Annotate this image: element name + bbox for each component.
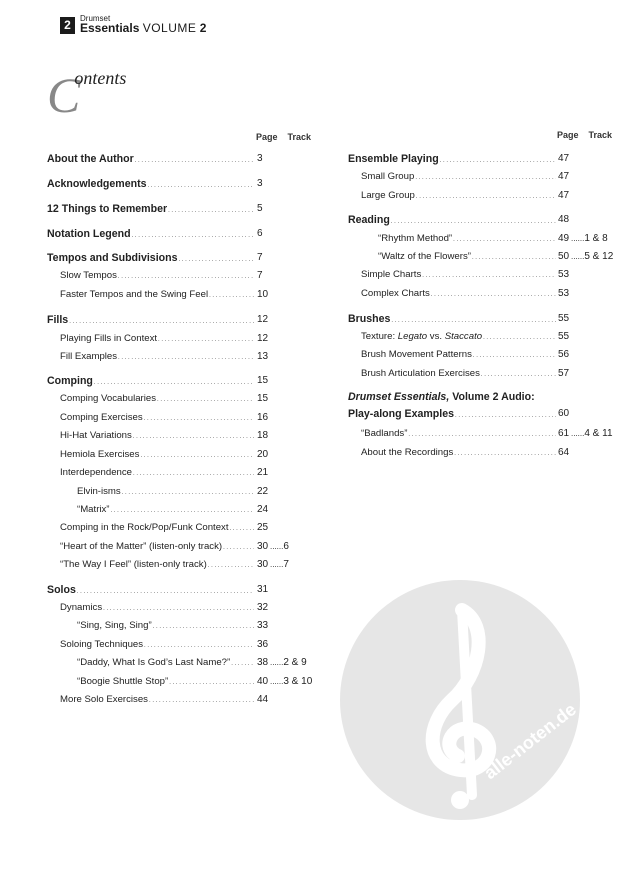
toc-entry-page: 49 (558, 233, 570, 244)
toc-entry-track: ...... 5 & 12 (571, 251, 613, 262)
toc-entry[interactable] (60, 289, 269, 300)
dot-leader (231, 657, 254, 668)
dot-leader (118, 351, 254, 362)
dot-leader (408, 428, 556, 439)
toc-entry-page: 47 (558, 190, 570, 201)
dot-leader (135, 153, 254, 165)
dot-leader (454, 447, 556, 458)
toc-entry[interactable] (60, 522, 269, 533)
watermark-text: alle-noten.de (480, 699, 580, 784)
toc-entry[interactable] (361, 269, 570, 280)
toc-entry[interactable] (60, 270, 263, 281)
toc-entry[interactable] (361, 349, 570, 360)
toc-entry[interactable] (77, 657, 307, 668)
toc-entry-page: 3 (257, 178, 263, 189)
toc-entry[interactable] (378, 233, 608, 244)
dot-leader (153, 620, 254, 631)
toc-entry-title: Fill Examples (60, 351, 118, 362)
toc-entry[interactable] (361, 288, 570, 299)
toc-entry[interactable] (60, 694, 269, 705)
toc-entry-title: Brush Movement Patterns (361, 349, 472, 360)
toc-entry-page: 48 (558, 214, 570, 225)
toc-entry[interactable] (47, 375, 269, 387)
toc-entry-track: ...... 1 & 8 (571, 233, 608, 244)
dot-leader (168, 203, 254, 215)
toc-entry[interactable] (348, 408, 570, 420)
toc-entry-page: 30 (257, 541, 269, 552)
toc-entry-title: Play-along Examples (348, 408, 454, 420)
dot-leader (132, 228, 254, 240)
toc-entry[interactable] (60, 467, 269, 478)
toc-entry-page: 56 (558, 349, 570, 360)
dot-leader (483, 331, 556, 342)
toc-entry[interactable] (77, 620, 269, 631)
toc-entry-title: Solos (47, 584, 76, 596)
dot-leader (103, 602, 254, 613)
toc-entry[interactable] (378, 251, 614, 262)
toc-entry-page: 36 (257, 639, 269, 650)
toc-entry[interactable] (60, 559, 289, 570)
toc-entry-title: Comping Exercises (60, 412, 143, 423)
track-col-header: Track (287, 132, 312, 142)
toc-entry-title: Hi-Hat Variations (60, 430, 132, 441)
toc-entry-page: 30 (257, 559, 269, 570)
dot-leader (391, 313, 556, 325)
toc-entry[interactable] (77, 504, 269, 515)
toc-entry-title: About the Author (47, 153, 134, 165)
dot-leader (440, 153, 556, 165)
toc-entry[interactable] (47, 178, 263, 190)
dot-leader (431, 288, 556, 299)
toc-entry-title: Brush Articulation Exercises (361, 368, 480, 379)
dot-leader (144, 639, 254, 650)
toc-entry-page: 44 (257, 694, 269, 705)
toc-entry-title: Drumset Essentials, Volume 2 Audio: (348, 391, 535, 403)
page-col-header: Page (557, 130, 579, 140)
toc-entry-title: Tempos and Subdivisions (47, 252, 178, 264)
toc-entry[interactable] (77, 486, 269, 497)
brand-drumset: Drumset (80, 14, 111, 23)
toc-entry-title: Fills (47, 314, 69, 326)
toc-entry-title: “Waltz of the Flowers” (378, 251, 471, 262)
dot-leader (415, 171, 556, 182)
toc-entry-title: “The Way I Feel” (listen-only track) (60, 559, 207, 570)
toc-entry-track: ...... 4 & 11 (571, 428, 613, 439)
page-title (47, 67, 132, 123)
toc-entry[interactable] (361, 368, 570, 379)
toc-entry[interactable] (60, 449, 269, 460)
toc-entry-page: 7 (257, 252, 263, 263)
toc-entry-title: Reading (348, 214, 390, 226)
toc-entry-page: 6 (257, 228, 263, 239)
toc-entry-page: 64 (558, 447, 570, 458)
dot-leader (69, 314, 254, 326)
toc-entry-page: 33 (257, 620, 269, 631)
toc-entry-title: Comping (47, 375, 93, 387)
toc-entry-title: Large Group (361, 190, 415, 201)
dot-leader (169, 676, 254, 687)
brand-volume: VOLUME (142, 21, 197, 35)
toc-entry[interactable] (361, 331, 570, 342)
toc-entry[interactable] (361, 190, 570, 201)
dot-leader (148, 178, 255, 190)
dot-leader (144, 412, 254, 423)
toc-entry-title: “Daddy, What Is God’s Last Name?” (77, 657, 231, 668)
dot-leader (178, 252, 254, 264)
toc-entry-title: Playing Fills in Context (60, 333, 158, 344)
toc-entry-track: ...... 6 (270, 541, 289, 552)
toc-entry-title: Simple Charts (361, 269, 422, 280)
dot-leader (455, 408, 556, 420)
toc-entry-page: 12 (257, 314, 269, 325)
dot-leader (209, 289, 254, 300)
toc-entry-title: Faster Tempos and the Swing Feel (60, 289, 209, 300)
toc-entry[interactable] (348, 153, 570, 165)
toc-entry[interactable] (361, 171, 570, 182)
toc-entry-page: 53 (558, 269, 570, 280)
toc-entry[interactable] (348, 313, 570, 325)
left-column-header (256, 132, 321, 142)
toc-entry-title: Brushes (348, 313, 391, 325)
toc-entry-title: Ensemble Playing (348, 153, 439, 165)
toc-entry-title: “Matrix” (77, 504, 110, 515)
toc-entry-title: Acknowledgements (47, 178, 147, 190)
toc-entry-page: 32 (257, 602, 269, 613)
toc-entry-page: 3 (257, 153, 263, 164)
toc-entry-page: 50 (558, 251, 570, 262)
toc-entry-page: 20 (257, 449, 269, 460)
toc-entry-title: More Solo Exercises (60, 694, 148, 705)
dot-leader (391, 214, 556, 226)
toc-entry-page: 40 (257, 676, 269, 687)
toc-entry[interactable] (47, 252, 263, 264)
dot-leader (133, 430, 254, 441)
dot-leader (416, 190, 556, 201)
toc-entry-track: ...... 2 & 9 (270, 657, 307, 668)
dot-leader (422, 269, 556, 280)
toc-entry-title: Interdependence (60, 467, 133, 478)
brand-title (80, 22, 206, 35)
dot-leader (158, 333, 254, 344)
dot-leader (133, 467, 254, 478)
toc-entry-title: “Heart of the Matter” (listen-only track) (60, 541, 223, 552)
dot-leader (157, 393, 254, 404)
watermark-seal (340, 580, 580, 820)
toc-entry-page: 53 (558, 288, 570, 299)
dot-leader (94, 375, 254, 387)
toc-entry-title: “Boogie Shuttle Stop” (77, 676, 169, 687)
dot-leader (111, 504, 254, 515)
toc-entry-page: 12 (257, 333, 269, 344)
treble-clef-icon (340, 580, 580, 820)
toc-entry-page: 24 (257, 504, 269, 515)
toc-entry-title: Hemiola Exercises (60, 449, 140, 460)
toc-entry-page: 47 (558, 153, 570, 164)
toc-entry-page: 60 (558, 408, 570, 419)
dot-leader (208, 559, 254, 570)
toc-entry[interactable] (47, 203, 263, 215)
toc-entry-page: 55 (558, 331, 570, 342)
toc-entry-page: 13 (257, 351, 269, 362)
toc-entry-track: ...... 7 (270, 559, 289, 570)
toc-entry-page: 15 (257, 393, 269, 404)
toc-entry-page: 31 (257, 584, 269, 595)
toc-entry[interactable] (47, 153, 263, 165)
toc-entry[interactable] (47, 584, 269, 596)
toc-entry[interactable] (47, 228, 263, 240)
toc-entry-page: 18 (257, 430, 269, 441)
toc-entry-title: “Rhythm Method” (378, 233, 453, 244)
toc-entry[interactable] (60, 430, 269, 441)
toc-entry-title: Soloing Techniques (60, 639, 144, 650)
brand-essentials: Essentials (80, 21, 140, 35)
track-col-header: Track (588, 130, 613, 140)
toc-entry-page: 38 (257, 657, 269, 668)
dot-leader (223, 541, 254, 552)
toc-entry-track: ...... 3 & 10 (270, 676, 312, 687)
toc-entry-title: 12 Things to Remember (47, 203, 168, 215)
toc-entry-title: Comping Vocabularies (60, 393, 156, 404)
dot-leader (122, 486, 254, 497)
brand-volume-number: 2 (199, 21, 207, 35)
right-column-header (557, 130, 622, 140)
dot-leader (473, 349, 556, 360)
toc-entry[interactable] (47, 314, 269, 326)
toc-entry-page: 15 (257, 375, 269, 386)
toc-entry[interactable] (60, 333, 269, 344)
toc-entry-page: 21 (257, 467, 269, 478)
toc-entry-title: Slow Tempos (60, 270, 117, 281)
toc-entry-title: Elvin-isms (77, 486, 121, 497)
dot-leader (481, 368, 556, 379)
toc-entry-title: “Sing, Sing, Sing” (77, 620, 152, 631)
toc-entry-page: 57 (558, 368, 570, 379)
toc-entry-page: 5 (257, 203, 263, 214)
toc-entry-page: 22 (257, 486, 269, 497)
title-initial: C (47, 67, 81, 123)
toc-entry[interactable] (361, 428, 613, 439)
dot-leader (118, 270, 254, 281)
toc-entry-title: Dynamics (60, 602, 103, 613)
toc-entry-title: Notation Legend (47, 228, 131, 240)
toc-entry[interactable] (60, 602, 269, 613)
dot-leader (230, 522, 254, 533)
toc-entry[interactable] (60, 412, 269, 423)
toc-entry-title: Comping in the Rock/Pop/Funk Context (60, 522, 229, 533)
page-number: 2 (60, 17, 75, 34)
dot-leader (453, 233, 556, 244)
toc-entry-page: 16 (257, 412, 269, 423)
toc-entry[interactable] (77, 676, 313, 687)
dot-leader (140, 449, 254, 460)
title-rest: ontents (74, 68, 127, 88)
toc-entry-page: 10 (257, 289, 269, 300)
dot-leader (77, 584, 254, 596)
toc-entry[interactable] (60, 393, 269, 404)
toc-entry-title: About the Recordings (361, 447, 454, 458)
dot-leader (149, 694, 254, 705)
toc-entry[interactable] (60, 351, 269, 362)
toc-entry-page: 7 (257, 270, 263, 281)
toc-entry-page: 61 (558, 428, 570, 439)
toc-entry[interactable] (60, 541, 289, 552)
toc-entry[interactable] (348, 214, 570, 226)
toc-entry-page: 25 (257, 522, 269, 533)
toc-entry-title: Texture: Legato vs. Staccato (361, 331, 483, 342)
toc-entry-page: 55 (558, 313, 570, 324)
toc-entry-title: Complex Charts (361, 288, 430, 299)
toc-entry[interactable] (60, 639, 269, 650)
dot-leader (472, 251, 556, 262)
toc-entry-page: 47 (558, 171, 570, 182)
toc-entry[interactable] (361, 447, 570, 458)
toc-entry (348, 391, 557, 403)
toc-entry-title: Small Group (361, 171, 415, 182)
toc-entry-title: “Badlands” (361, 428, 408, 439)
page-col-header: Page (256, 132, 278, 142)
